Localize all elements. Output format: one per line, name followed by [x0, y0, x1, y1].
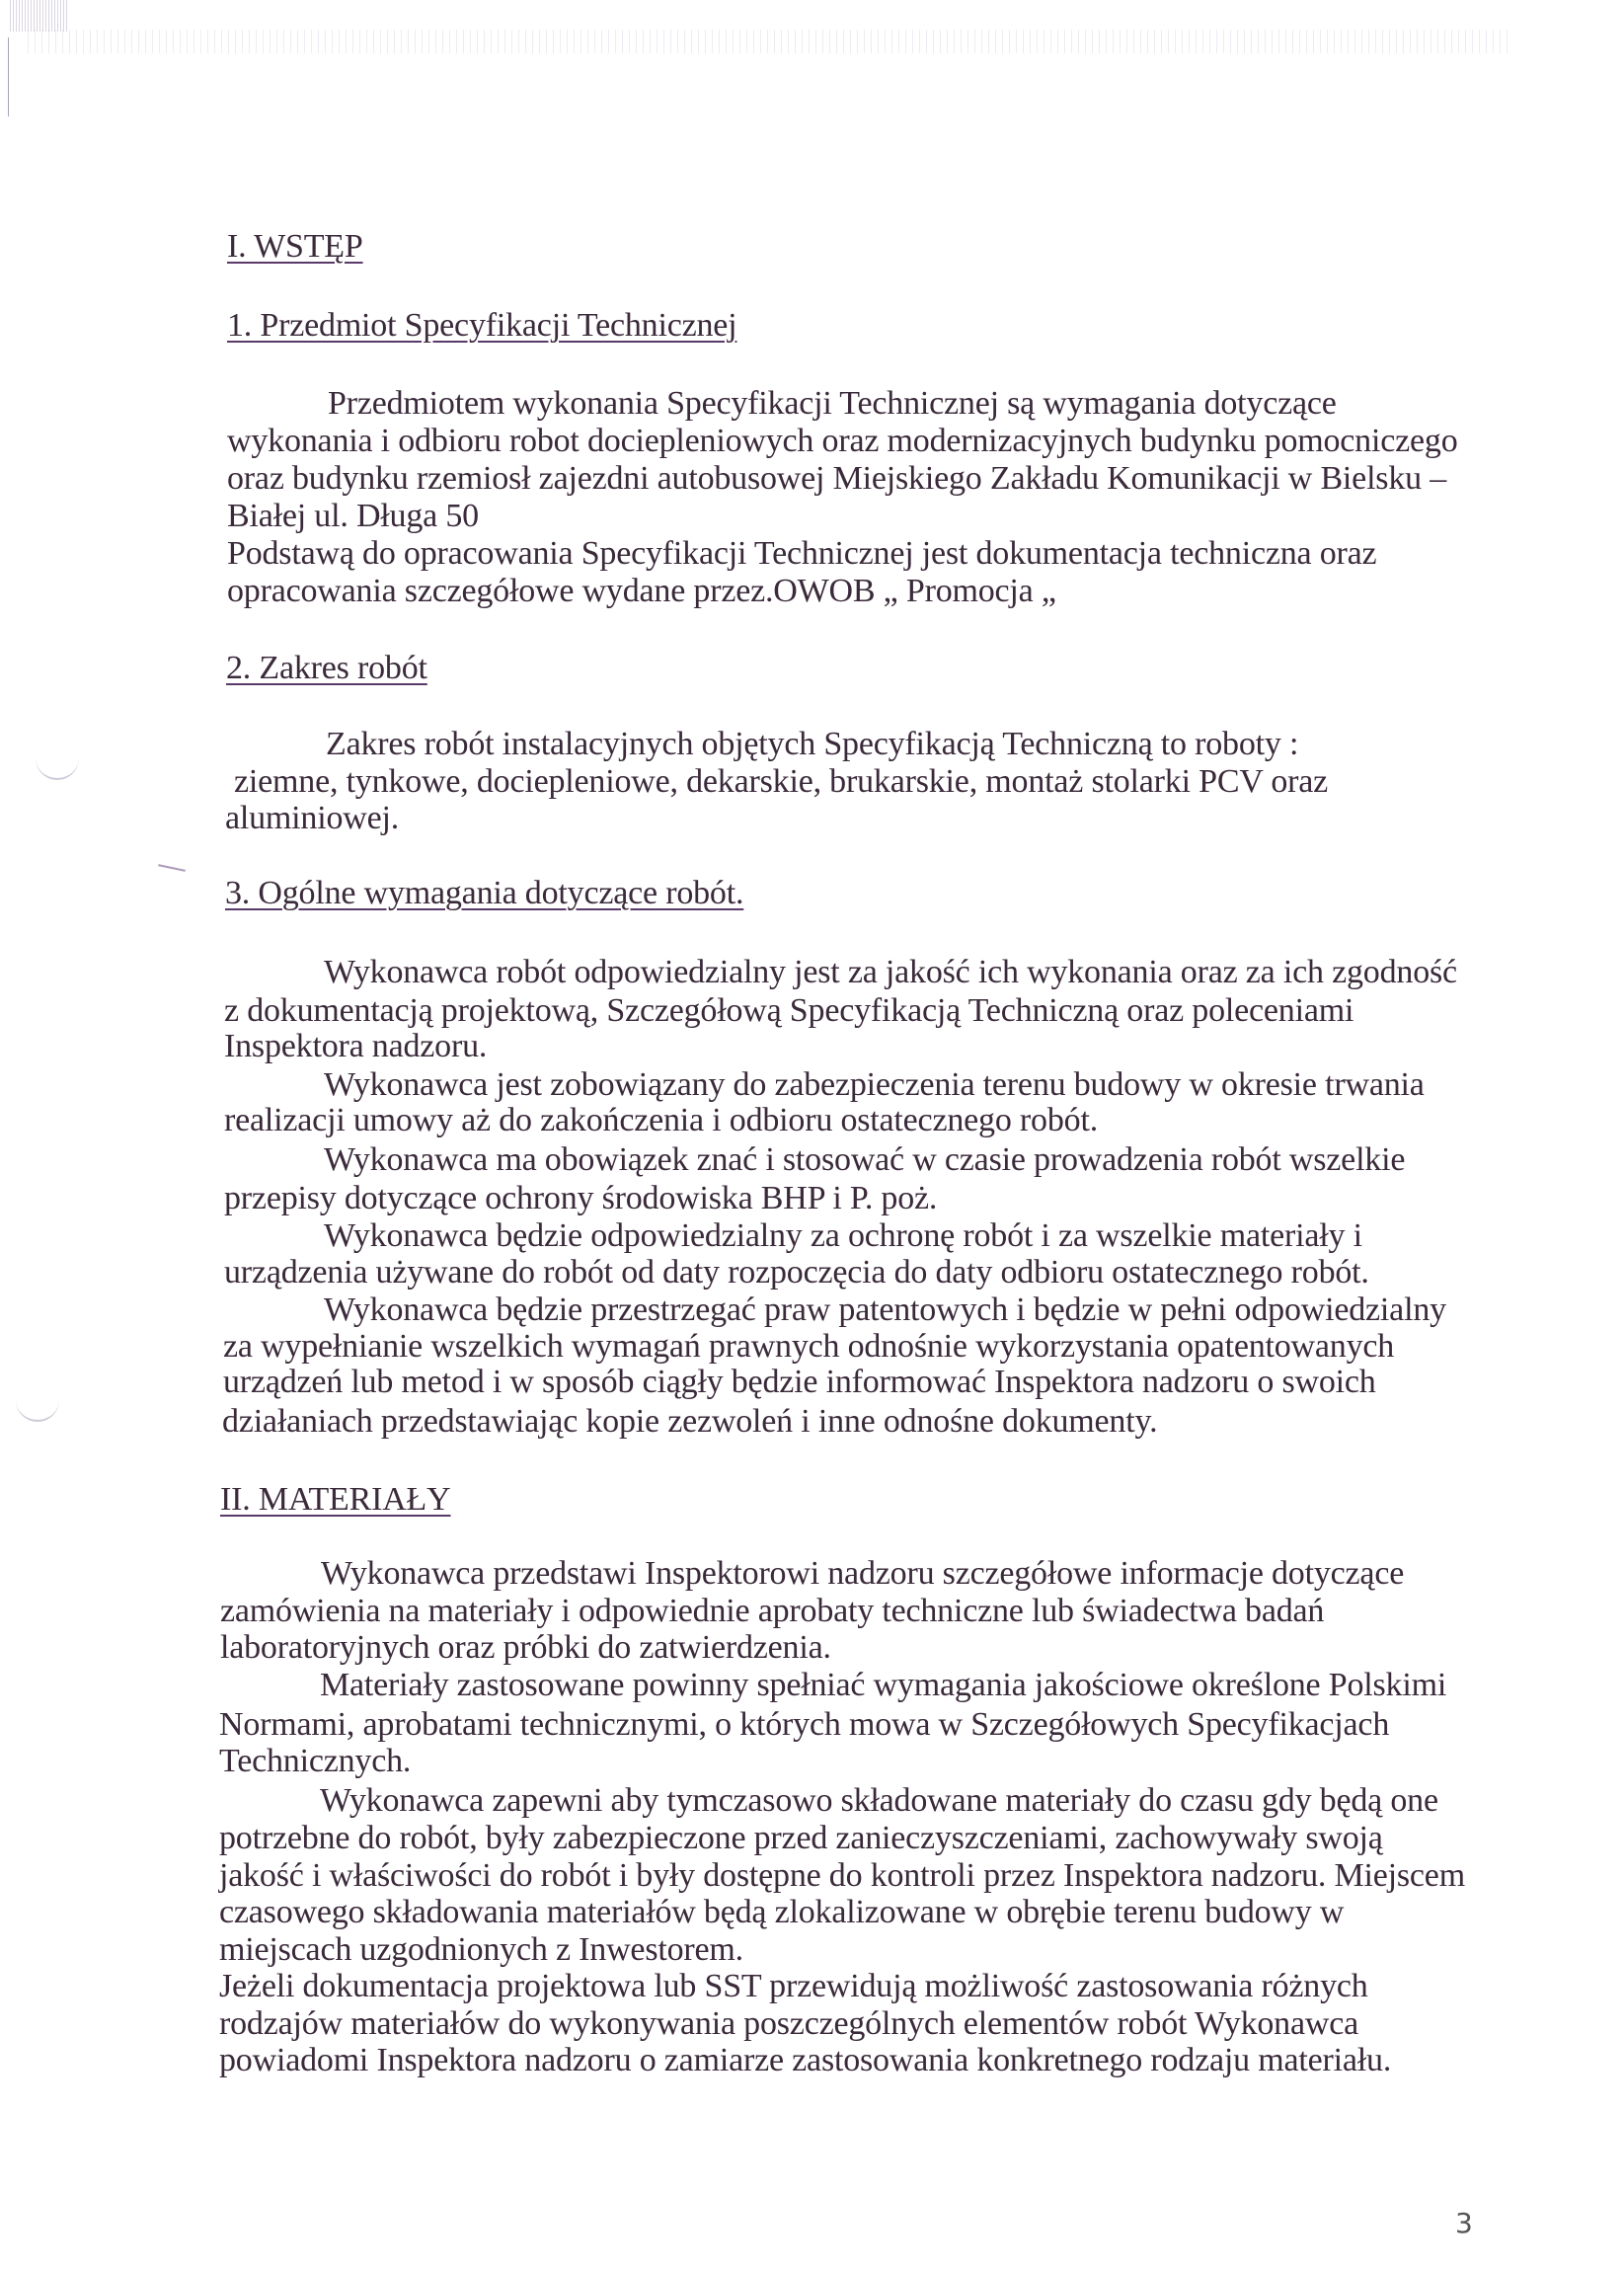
- paragraph-line: Normami, aprobatami technicznymi, o których mowa w Szczegółowych Specyfikacjach: [219, 1706, 1390, 1743]
- section-heading-wstep: I. WSTĘP: [227, 228, 363, 265]
- subsection-heading-przedmiot: 1. Przedmiot Specyfikacji Technicznej: [227, 307, 737, 344]
- paragraph-line: za wypełnianie wszelkich wymagań prawnych odnośnie wykorzystania opatentowanych: [223, 1328, 1395, 1365]
- paragraph-line: z dokumentacją projektową, Szczegółową Specyfikacją Techniczną oraz poleceniami: [224, 992, 1354, 1029]
- paragraph-line: Zakres robót instalacyjnych objętych Specyfikacją Techniczną to roboty :: [326, 726, 1299, 762]
- paragraph-line: Wykonawca przedstawi Inspektorowi nadzoru szczegółowe informacje dotyczące: [321, 1555, 1405, 1592]
- paragraph-line: Materiały zastosowane powinny spełniać wymagania jakościowe określone Polskimi: [320, 1667, 1447, 1703]
- paragraph-line: ziemne, tynkowe, dociepleniowe, dekarskie, brukarskie, montaż stolarki PCV oraz: [234, 763, 1329, 800]
- scan-artifact-dash: [158, 864, 186, 872]
- paragraph-line: jakość i właściwości do robót i były dostępne do kontroli przez Inspektora nadzoru. Miejscem: [219, 1857, 1465, 1894]
- paragraph-line: Wykonawca będzie odpowiedzialny za ochronę robót i za wszelkie materiały i: [324, 1217, 1362, 1254]
- paragraph-line: czasowego składowania materiałów będą zlokalizowane w obrębie terenu budowy w: [219, 1894, 1345, 1930]
- paragraph-line: Wykonawca ma obowiązek znać i stosować w czasie prowadzenia robót wszelkie: [324, 1141, 1406, 1178]
- paragraph-line: Wykonawca jest zobowiązany do zabezpieczenia terenu budowy w okresie trwania: [324, 1066, 1425, 1103]
- paragraph-line: Wykonawca robót odpowiedzialny jest za jakość ich wykonania oraz za ich zgodność: [324, 954, 1457, 990]
- paragraph-line: realizacji umowy aż do zakończenia i odbioru ostatecznego robót.: [224, 1102, 1098, 1138]
- paragraph-line: Jeżeli dokumentacja projektowa lub SST przewidują możliwość zastosowania różnych: [219, 1968, 1368, 2004]
- paragraph-line: aluminiowej.: [225, 800, 400, 836]
- section-heading-materialy: II. MATERIAŁY: [220, 1481, 451, 1518]
- paragraph-line: Białej ul. Długa 50: [227, 498, 479, 534]
- paragraph-line: potrzebne do robót, były zabezpieczone przed zanieczyszczeniami, zachowywały swoją: [219, 1820, 1383, 1856]
- paragraph-line: zamówienia na materiały i odpowiednie aprobaty techniczne lub świadectwa badań: [220, 1593, 1325, 1629]
- paragraph-line: Wykonawca będzie przestrzegać praw patentowych i będzie w pełni odpowiedzialny: [324, 1291, 1446, 1328]
- scan-artifact-top-edge: [28, 30, 1508, 53]
- paragraph-line: działaniach przedstawiając kopie zezwoleń i inne odnośne dokumenty.: [222, 1403, 1158, 1440]
- paragraph-line: urządzeń lub metod i w sposób ciągły będzie informować Inspektora nadzoru o swoich: [223, 1364, 1376, 1400]
- paragraph-line: Inspektora nadzoru.: [224, 1028, 488, 1064]
- punch-hole-mark: [16, 1394, 59, 1422]
- subsection-heading-zakres: 2. Zakres robót: [226, 650, 427, 686]
- punch-hole-mark: [36, 752, 79, 780]
- paragraph-line: Przedmiotem wykonania Specyfikacji Technicznej są wymagania dotyczące: [328, 385, 1337, 422]
- paragraph-line: Technicznych.: [219, 1743, 412, 1779]
- paragraph-line: Podstawą do opracowania Specyfikacji Technicznej jest dokumentacja techniczna oraz: [227, 535, 1377, 572]
- scan-artifact-corner: [10, 0, 69, 32]
- paragraph-line: rodzajów materiałów do wykonywania poszczególnych elementów robót Wykonawca: [219, 2005, 1358, 2042]
- paragraph-line: wykonania i odbioru robot dociepleniowych oraz modernizacyjnych budynku pomocniczego: [227, 423, 1458, 459]
- paragraph-line: oraz budynku rzemiosł zajezdni autobusowej Miejskiego Zakładu Komunikacji w Bielsku –: [227, 460, 1447, 497]
- page-number: 3: [1455, 2207, 1473, 2239]
- subsection-heading-wymagania: 3. Ogólne wymagania dotyczące robót.: [225, 875, 744, 911]
- paragraph-line: opracowania szczegółowe wydane przez.OWOB „ Promocja „: [227, 573, 1056, 609]
- paragraph-line: urządzenia używane do robót od daty rozpoczęcia do daty odbioru ostatecznego robót.: [224, 1254, 1369, 1291]
- paragraph-line: powiadomi Inspektora nadzoru o zamiarze zastosowania konkretnego rodzaju materiału.: [219, 2042, 1392, 2078]
- paragraph-line: przepisy dotyczące ochrony środowiska BHP i P. poż.: [224, 1180, 938, 1216]
- scan-artifact-left-edge: [8, 38, 9, 117]
- paragraph-line: miejscach uzgodnionych z Inwestorem.: [219, 1931, 743, 1968]
- paragraph-line: Wykonawca zapewni aby tymczasowo składowane materiały do czasu gdy będą one: [320, 1782, 1438, 1819]
- paragraph-line: laboratoryjnych oraz próbki do zatwierdzenia.: [220, 1629, 831, 1666]
